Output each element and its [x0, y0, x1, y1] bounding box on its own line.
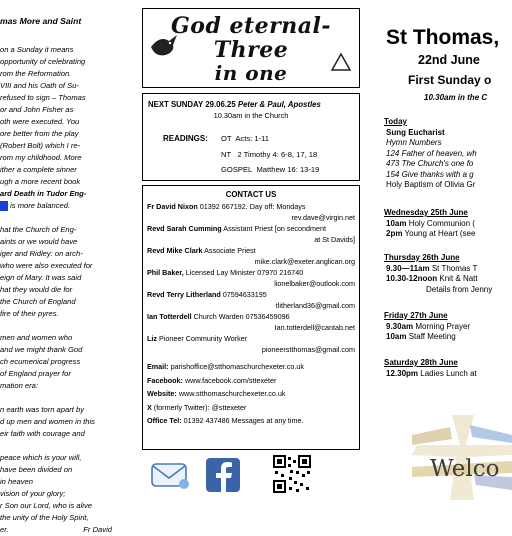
reading-book: OT — [221, 134, 232, 143]
x-sub-label: (formerly Twitter): — [153, 402, 210, 412]
contact-name: Fr David Nixon — [147, 202, 198, 211]
reading-ot — [221, 134, 269, 143]
contact-entry — [147, 312, 355, 333]
prayer-line: the unity of the Holy Spirit, — [0, 513, 89, 522]
email-icon[interactable] — [148, 456, 192, 492]
next-sunday-date: 29.06.25 — [205, 100, 236, 109]
contact-email[interactable]: lionelbaker@outlook.com — [274, 278, 355, 288]
reflection-line: opportunity of celebrating — [0, 57, 86, 66]
contact-links — [147, 360, 304, 428]
contact-entry — [147, 268, 355, 289]
reflection-line: refused to sign – Thomas — [0, 93, 86, 102]
prayer-line: peace which is your will, — [0, 453, 82, 462]
thursday-section — [384, 253, 500, 295]
reflection-line: eign of Mary. It was said — [0, 273, 82, 282]
wednesday-section — [384, 208, 500, 240]
email-label: Email: — [147, 362, 169, 371]
baptism-note: Holy Baptism of Olivia Gr — [386, 180, 476, 189]
x-label: X — [147, 402, 152, 412]
saturday-section — [384, 358, 500, 379]
today-heading: Today — [384, 117, 407, 126]
prayer-line: in heaven — [0, 477, 33, 486]
reflection-line: and we might thank God — [0, 345, 83, 354]
next-sunday-location: 10.30am in the Church — [213, 111, 289, 120]
contact-box — [142, 185, 360, 450]
qr-code-icon[interactable] — [272, 454, 312, 494]
contact-name: Ian Totterdell — [147, 312, 192, 321]
reflection-line: VIII and his Oath of Su- — [0, 81, 79, 90]
reflection-line: ch ecumenical progress — [0, 357, 81, 366]
highlight-mark — [0, 201, 8, 211]
event-text: Staff Meeting — [408, 332, 456, 341]
prayer-line: have been divided on — [0, 465, 73, 474]
website-label: Website: — [147, 389, 177, 398]
today-service: Sung Eucharist — [386, 127, 445, 137]
reading-book: NT — [221, 150, 232, 159]
reflection-line: or and John Fisher as — [0, 105, 74, 114]
reflection-line: oth were executed. You — [0, 117, 80, 126]
contact-email[interactable]: mike.clark@exeter.anglican.org — [254, 256, 355, 266]
prayer-line: vision of your glory; — [0, 489, 66, 498]
event-time: 2pm — [386, 229, 403, 238]
logo-line-2: Three — [213, 37, 289, 63]
reflection-line: of England prayer for — [0, 369, 71, 378]
event-time: 12.30pm — [386, 368, 419, 378]
event-text: Morning Prayer — [415, 321, 471, 331]
signature: Fr David — [83, 525, 112, 534]
reflection-heading: mas More and Saint — [0, 16, 82, 26]
service-time: 10.30am in the C — [424, 93, 488, 102]
event-time: 10.30-12noon — [386, 274, 438, 283]
reflection-line: fire of their pyres. — [0, 309, 59, 318]
event-note: Details from Jenny — [426, 284, 493, 294]
hymn-item: 124 Father of heaven, wh — [386, 148, 477, 158]
contact-email[interactable]: pioneerstthomas@gmail.com — [261, 344, 355, 354]
reflection-line: hat the Church of Eng- — [0, 225, 77, 234]
contact-name: Revd Terry Litherland — [147, 290, 221, 299]
reflection-line: ore better from the play — [0, 129, 79, 138]
logo-line-3: in one — [214, 61, 288, 85]
contact-detail: 07594633195 — [222, 290, 267, 299]
reflection-line: (Robert Bolt) which I re- — [0, 141, 81, 150]
prayer-line: r Son our Lord, who is alive — [0, 501, 93, 510]
contact-title: CONTACT US — [225, 190, 277, 199]
event-text: Ladies Lunch at — [420, 368, 477, 378]
contact-entry — [147, 224, 355, 245]
trinity-logo — [142, 8, 360, 88]
contact-name: Phil Baker, — [147, 268, 184, 277]
reflection-line: iger and Ridley: on arch- — [0, 249, 83, 258]
facebook-link[interactable]: www.facebook.com/sttexeter — [184, 375, 277, 385]
contact-name: Revd Sarah Cumming — [147, 224, 222, 233]
reflection-line: ither a complete sinner — [0, 165, 77, 174]
reflection-column — [0, 0, 132, 534]
welcome-text: Welco — [430, 456, 500, 482]
today-section — [384, 117, 500, 191]
event-text: Young at Heart (see — [404, 229, 476, 238]
reading-nt — [221, 150, 317, 159]
reflection-line: who were also executed for — [0, 261, 93, 270]
reading-ref: Acts: 1-11 — [235, 134, 269, 143]
reading-gospel — [221, 165, 319, 174]
prayer-end: er. — [0, 525, 9, 534]
triangle-icon — [331, 53, 351, 71]
contact-name: Liz — [147, 334, 157, 343]
prayer-line: n earth was torn apart by — [0, 405, 84, 414]
thursday-heading: Thursday 26th June — [384, 253, 460, 262]
contact-detail: Assistant Priest [on secondment — [223, 224, 326, 233]
contact-detail: Pioneer Community Worker — [158, 334, 248, 343]
reading-book: GOSPEL — [221, 165, 253, 174]
reflection-line: mation era: — [0, 381, 38, 390]
office-phone: 01392 437486 Messages at any time. — [183, 416, 304, 425]
next-sunday-line — [148, 100, 321, 109]
reflection-line: men and women who — [0, 333, 73, 342]
book-title-line: ard Death in Tudor Eng- — [0, 189, 87, 198]
contact-detail: Church Warden 07536459096 — [193, 312, 290, 321]
event-time: 9.30—11am — [386, 263, 430, 273]
saturday-heading: Saturday 28th June — [384, 358, 458, 367]
event-text: Holy Communion ( — [408, 218, 475, 228]
contact-email[interactable]: tlitherland36@gmail.com — [275, 300, 355, 310]
contact-entry — [147, 246, 355, 267]
contact-icons — [142, 452, 360, 498]
info-column — [136, 0, 366, 500]
reflection-line: rom my childhood. More — [0, 153, 82, 162]
event-time: 10am — [386, 332, 407, 341]
next-sunday-box — [142, 93, 360, 181]
logo-line-1: God eternal- — [171, 13, 331, 39]
reflection-line: rom the Reformation. — [0, 69, 72, 78]
friday-section — [384, 311, 500, 343]
reflection-line: on a Sunday it means — [0, 45, 74, 54]
contact-detail: 01392 667192. Day off: Mondays — [199, 202, 306, 211]
contact-name: Revd Mike Clark — [147, 246, 203, 255]
contact-entry — [147, 202, 355, 223]
readings-label: READINGS: — [163, 134, 208, 143]
email-link[interactable]: parishoffice@stthomaschurchexeter.co.uk — [170, 362, 304, 371]
prayer-line: eir faith with courage and — [0, 429, 85, 438]
event-time: 9.30am — [386, 321, 414, 331]
sunday-name: First Sunday o — [408, 73, 492, 87]
next-sunday-label: NEXT SUNDAY — [148, 100, 204, 109]
contact-entry — [147, 290, 355, 311]
reflection-line: the Church of England — [0, 297, 76, 306]
wednesday-heading: Wednesday 25th June — [384, 208, 468, 217]
reflection-line: ugh a more recent book — [0, 177, 81, 186]
contact-email[interactable]: Ian.totterdell@cantab.net — [274, 322, 355, 332]
prayer-last-line — [0, 524, 132, 536]
sheet-date: 22nd June — [418, 53, 480, 67]
hymn-item: 154 Give thanks with a g — [386, 169, 474, 179]
x-handle[interactable]: @sttexeter — [211, 402, 247, 412]
prayer-line — [0, 440, 132, 452]
reflection-line: hat they would die for — [0, 285, 73, 294]
hymn-item: 473 The Church's one fo — [386, 159, 474, 168]
balanced-line — [0, 200, 132, 212]
reading-ref: 2 Timothy 4: 6-8, 17, 18 — [237, 150, 318, 159]
contact-email[interactable]: rev.dave@virgin.net — [291, 212, 355, 222]
reading-ref: Matthew 16: 13-19 — [256, 165, 320, 174]
contact-detail: Licensed Lay Minister 07970 216740 — [185, 268, 304, 277]
facebook-label: Facebook: — [147, 375, 183, 385]
services-column — [372, 0, 500, 500]
church-title: St Thomas, — [386, 26, 500, 49]
reflection-text — [0, 44, 132, 536]
balanced-text: is more balanced. — [10, 201, 71, 210]
next-sunday-feast: Peter & Paul, Apostles — [237, 100, 321, 109]
contact-entry — [147, 334, 355, 355]
event-text: Knit & Natt — [439, 274, 478, 283]
facebook-icon[interactable] — [204, 456, 244, 494]
contact-extra: at St Davids] — [314, 234, 355, 244]
prayer-line: d up men and women in this — [0, 417, 95, 426]
office-label: Office Tel: — [147, 416, 182, 425]
event-time: 10am — [386, 218, 407, 228]
website-link[interactable]: www.stthomaschurchexeter.co.uk — [178, 389, 286, 398]
contact-detail: Associate Priest — [204, 246, 256, 255]
friday-heading: Friday 27th June — [384, 311, 448, 320]
reflection-line: aints or we would have — [0, 237, 78, 246]
event-text: St Thomas T — [431, 263, 478, 273]
hymns-label: Hymn Numbers — [386, 138, 442, 147]
